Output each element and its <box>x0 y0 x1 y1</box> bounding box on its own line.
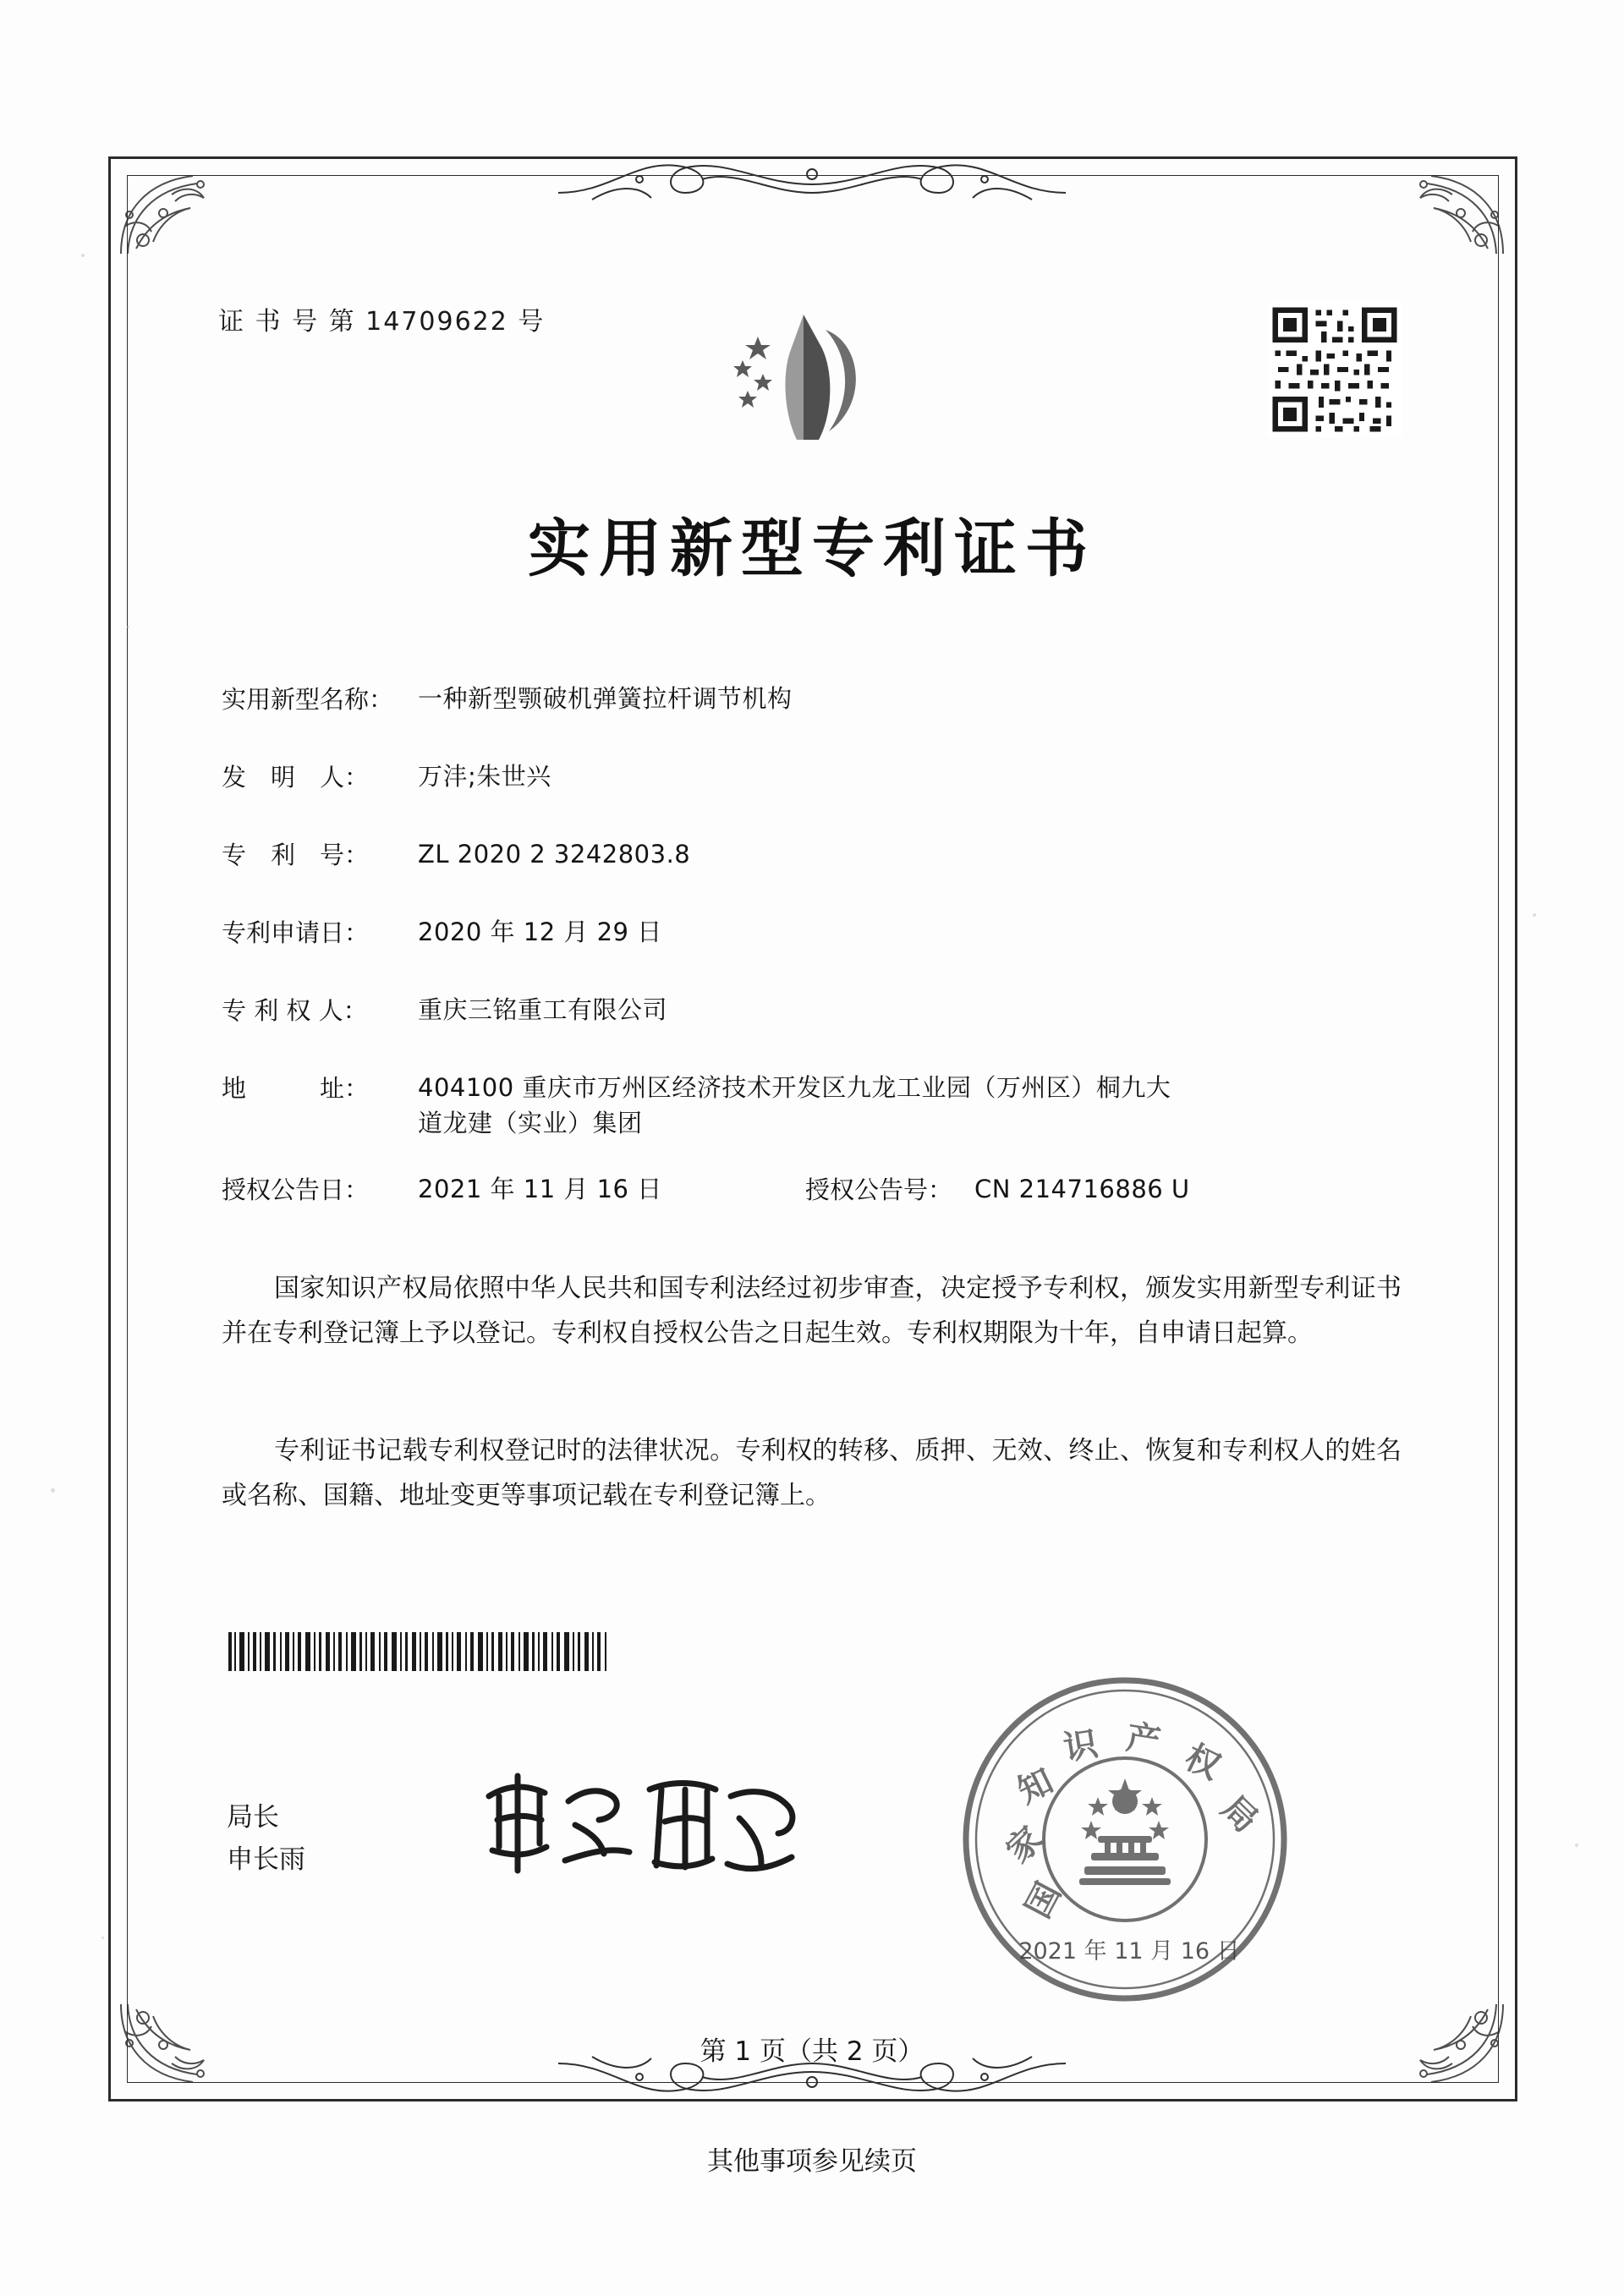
director-signature-block <box>227 1797 305 1881</box>
director-title: 局长 <box>227 1802 279 1833</box>
field-label-grant-number: 授权公告号： <box>805 1175 953 1205</box>
scan-speck <box>1533 913 1536 917</box>
scan-speck <box>127 626 129 628</box>
page-number: 第 1 页（共 2 页） <box>700 2036 924 2067</box>
svg-text:家: 家 <box>998 1819 1051 1871</box>
svg-text:权: 权 <box>1178 1737 1226 1788</box>
barcode-icon <box>228 1632 626 1671</box>
director-name: 申长雨 <box>227 1844 305 1875</box>
field-value: 2020 年 12 月 29 日 <box>418 918 662 947</box>
svg-text:局: 局 <box>1214 1789 1265 1840</box>
handwritten-signature-icon <box>474 1759 804 1886</box>
field-label: 地 址： <box>222 1074 370 1104</box>
scan-speck <box>102 1937 104 1939</box>
body-paragraph-2: 专利证书记载专利权登记时的法律状况。专利权的转移、质押、无效、终止、恢复和专利权人的姓名或名称、国籍、地址变更等事项记载在专利登记簿上。 <box>222 1436 1402 1510</box>
field-value-grant-number: CN 214716886 U <box>974 1175 1190 1204</box>
scan-speck <box>1575 1844 1578 1847</box>
certificate-number: 证 书 号 第 14709622 号 <box>218 307 546 337</box>
field-row-patent-number <box>222 836 1406 872</box>
cnipa-emblem-icon <box>702 296 897 457</box>
body-paragraph-1: 国家知识产权局依照中华人民共和国专利法经过初步审查，决定授予专利权，颁发实用新型专利证书并在专利登记簿上予以登记。专利权自授权公告之日起生效。专利权期限为十年，自申请日起算。 <box>222 1274 1402 1348</box>
page-title: 实用新型专利证书 <box>528 512 1096 585</box>
svg-text:国: 国 <box>1018 1876 1069 1925</box>
field-value: 重庆三铭重工有限公司 <box>418 995 668 1025</box>
qr-code-icon <box>1263 302 1407 437</box>
field-label: 实用新型名称： <box>222 685 394 714</box>
svg-text:识: 识 <box>1061 1724 1101 1768</box>
field-value-grant-date: 2021 年 11 月 16 日 <box>418 1175 662 1204</box>
top-flourish-ornament-icon <box>558 151 1066 210</box>
field-row-patentee <box>222 992 1406 1027</box>
field-label: 发 明 人： <box>222 763 370 792</box>
scan-speck <box>51 1488 55 1493</box>
field-row-utility-model-name <box>222 681 1406 716</box>
field-row-address <box>222 1070 1406 1141</box>
svg-text:知: 知 <box>1012 1762 1060 1811</box>
field-value: 万沣;朱世兴 <box>418 762 551 792</box>
certificate-fields <box>222 681 1406 1224</box>
field-label: 专利申请日： <box>222 918 370 948</box>
svg-text:产: 产 <box>1123 1718 1164 1762</box>
field-row-application-date <box>222 914 1406 950</box>
footnote: 其他事项参见续页 <box>707 2146 917 2177</box>
scan-speck <box>81 254 85 257</box>
corner-ornament-icon <box>1385 161 1512 262</box>
field-value: 一种新型颚破机弹簧拉杆调节机构 <box>418 684 793 713</box>
field-value: ZL 2020 2 3242803.8 <box>418 840 691 869</box>
field-value: 404100 重庆市万州区经济技术开发区九龙工业园（万州区）桐九大道龙建（实业）集团 <box>418 1073 1171 1138</box>
field-label: 专 利 号： <box>222 841 370 870</box>
field-row-inventor <box>222 759 1406 794</box>
field-label: 专 利 权 人： <box>222 996 368 1026</box>
field-label-grant-date: 授权公告日： <box>222 1175 370 1205</box>
seal-date: 2021 年 11 月 16 日 <box>1018 1938 1240 1964</box>
field-row-grant-announcement <box>222 1171 1406 1207</box>
corner-ornament-icon <box>112 161 239 262</box>
